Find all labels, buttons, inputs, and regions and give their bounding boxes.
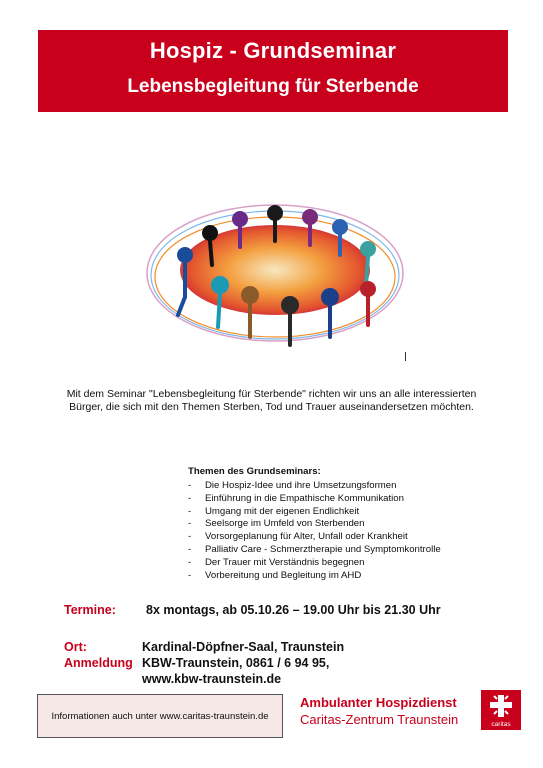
anmeldung-value: KBW-Traunstein, 0861 / 6 94 95, [142,656,330,670]
ort-value: Kardinal-Döpfner-Saal, Traunstein [142,640,345,654]
list-item: - Der Trauer mit Verständnis begegnen [188,556,365,568]
caritas-logo-icon [481,690,521,730]
info-box [37,694,283,738]
list-item: - Seelsorge im Umfeld von Sterbenden [188,518,365,530]
topics-list [188,480,508,582]
topics-section [188,466,508,582]
list-item: - Einführung in die Empathische Kommunikation [188,492,404,504]
info-text: Informationen auch unter www.caritas-traunstein.de [51,710,269,722]
people-circle-illustration [140,185,410,355]
ort-label: Ort: [64,640,87,654]
list-item: - Palliativ Care - Schmerztherapie und Symptomkontrolle [188,543,441,555]
service-name: Ambulanter Hospizdienst [300,695,457,710]
title-banner [38,30,508,112]
website-link[interactable]: www.kbw-traunstein.de [142,672,282,686]
list-item: - Umgang mit der eigenen Endlichkeit [188,505,360,517]
list-item: - Vorbereitung und Begleitung im AHD [188,569,362,581]
page-subtitle: Lebensbegleitung für Sterbende [127,76,419,97]
page-title: Hospiz - Grundseminar [149,38,397,63]
list-item: - Die Hospiz-Idee und ihre Umsetzungsformen [188,480,397,491]
logo-wordmark: caritas [491,721,511,728]
anmeldung-label: Anmeldung [64,656,133,670]
intro-text: Mit dem Seminar "Lebensbegleitung für Sterbende" richten wir uns an alle interessierten Bürger, die sich mit den Themen Sterben, Tod und Trauer auseinandersetzen möchten. [66,388,477,413]
service-info [300,694,458,728]
service-center: Caritas-Zentrum Traunstein [300,712,459,727]
list-item: - Vorsorgeplanung für Alter, Unfall oder Krankheit [188,531,408,543]
termine-value: 8x montags, ab 05.10.26 – 19.00 Uhr bis 21.30 Uhr [146,603,441,617]
divider-mark [405,352,406,361]
termine-label: Termine: [64,603,116,617]
topics-title: Themen des Grundseminars: [188,466,321,477]
